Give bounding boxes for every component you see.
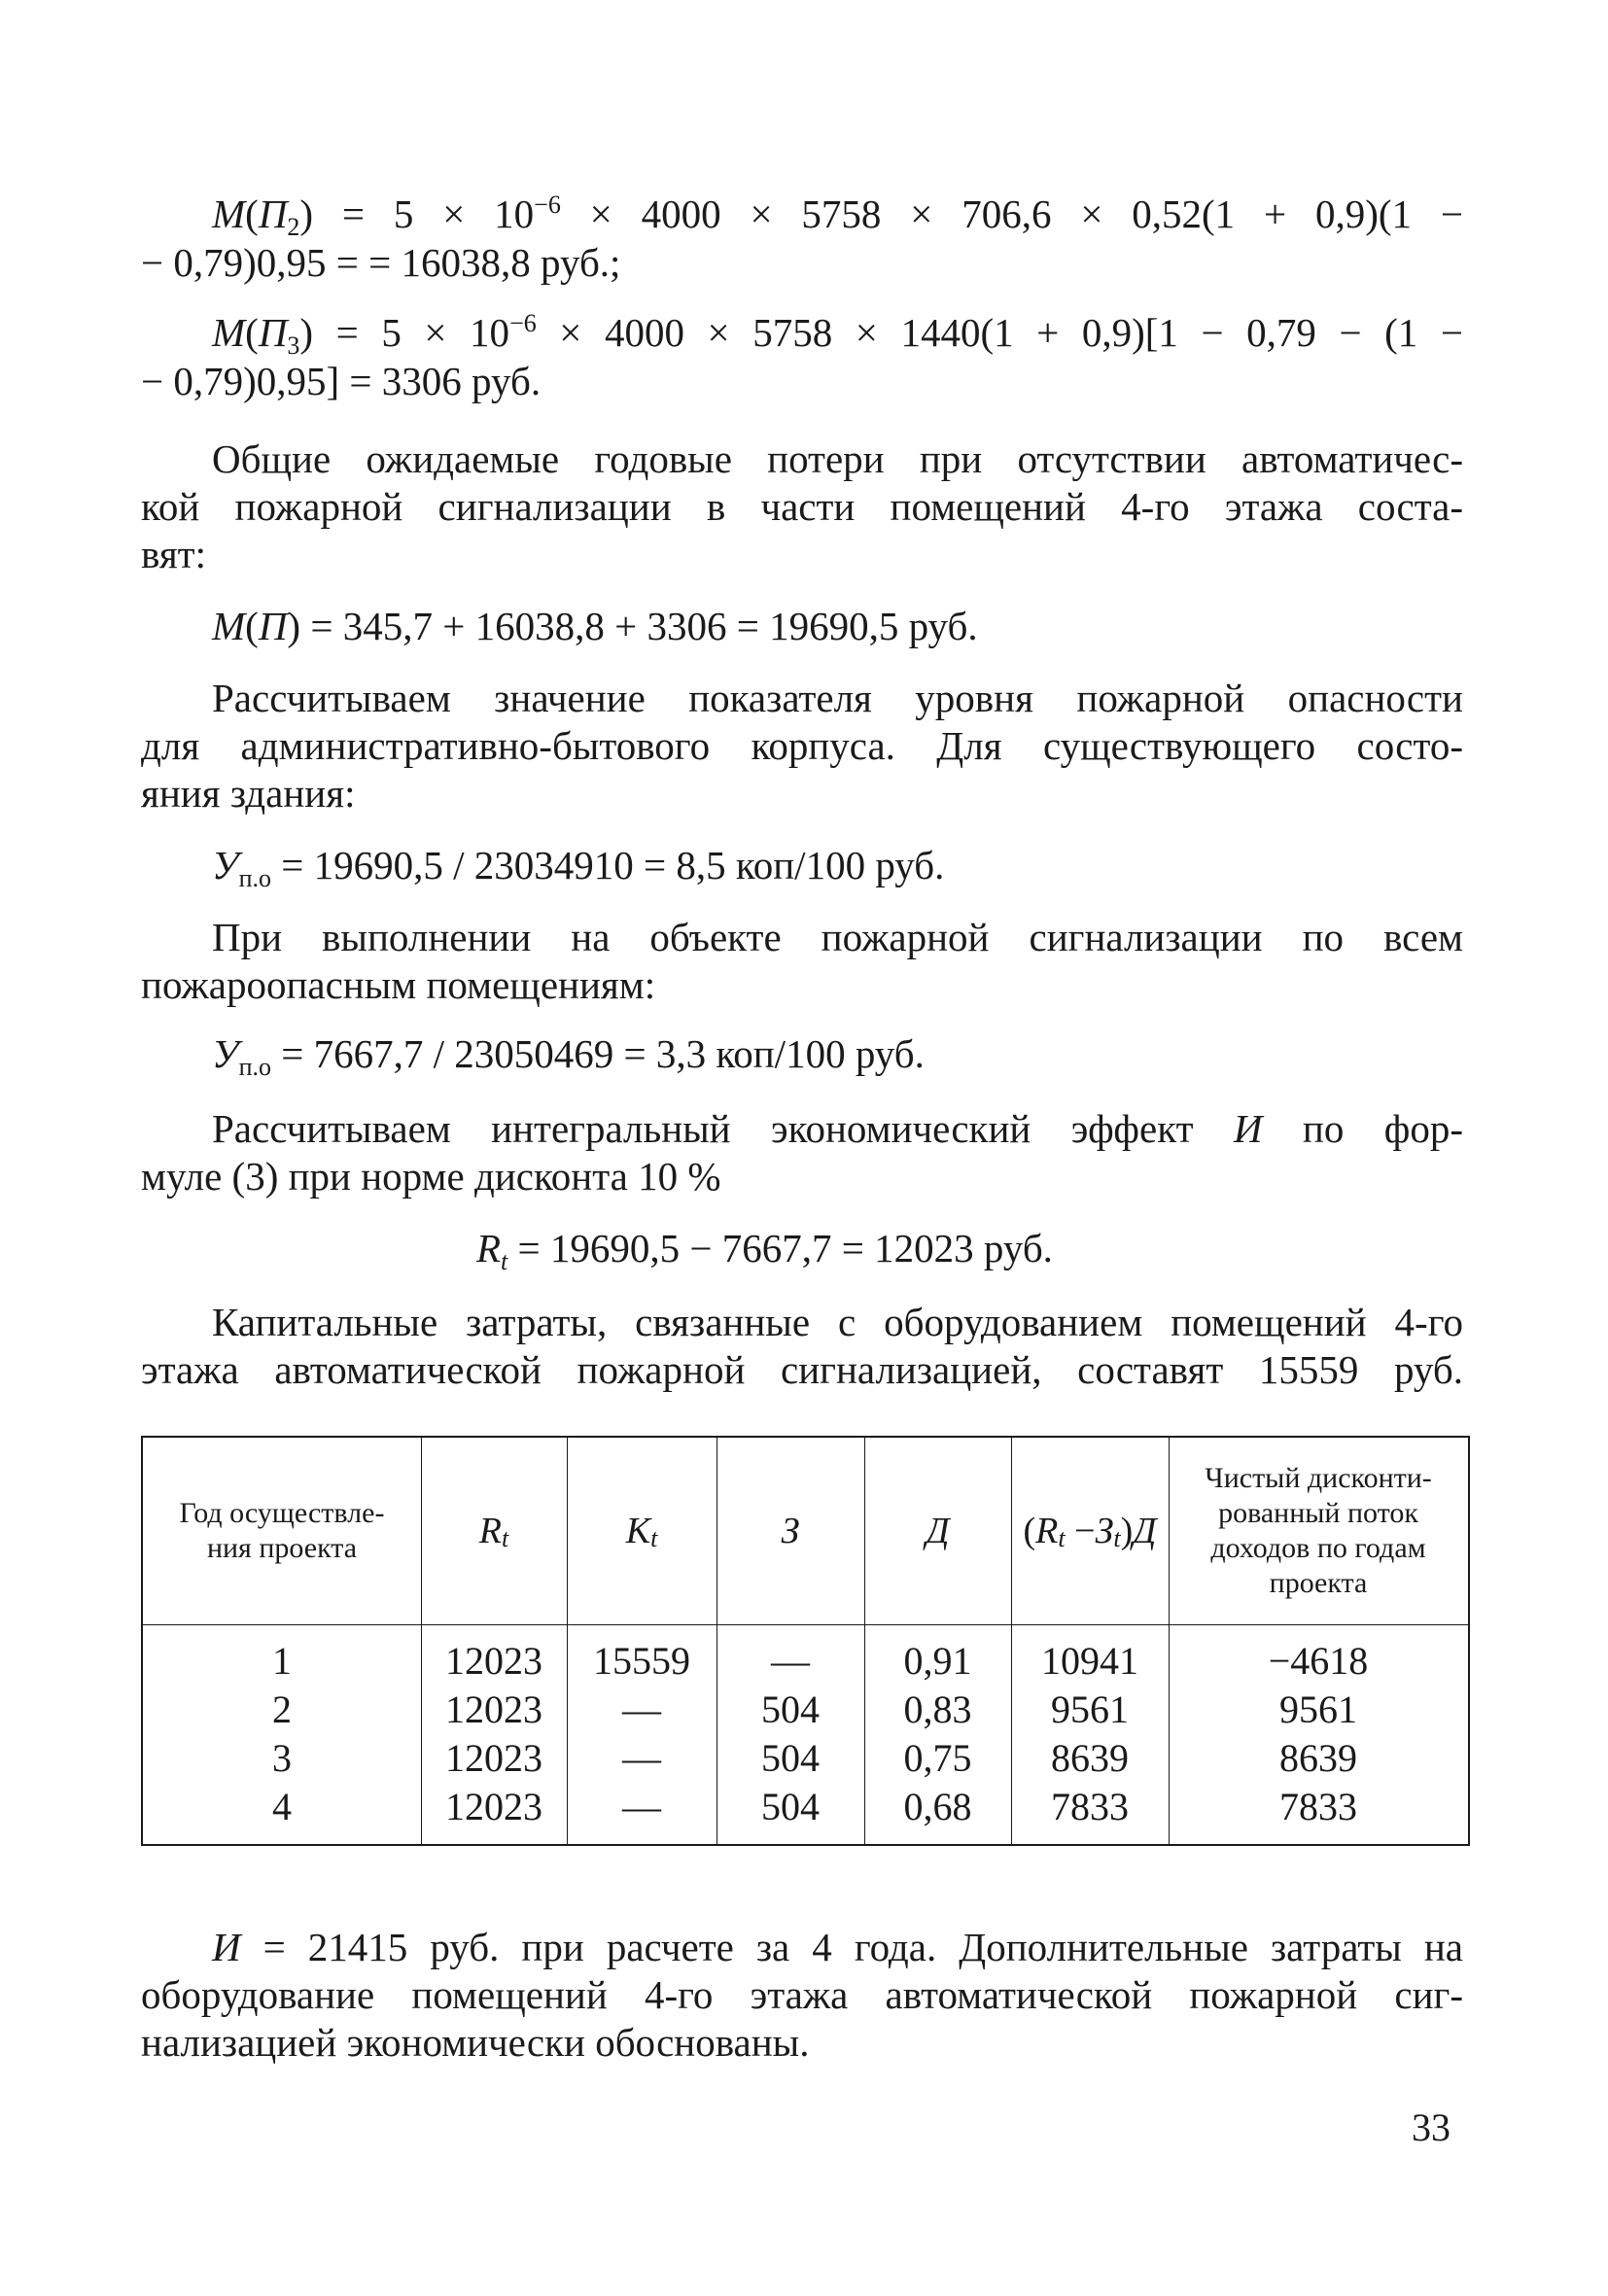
header-r-minus-z-d: ( R $_t$ − З $_t$ ) Д [1023,1511,1157,1552]
paragraph-1-line-2: кой пожарной сигнализации в части помещений 4-го этажа соста- [141,484,1463,529]
equation-m-p3-line1: $М(П_3) = 5 \times 10^{-6} \times 4000 \times 5758 \times 1440(1 + 0,9)[1 - 0,79 - (1$ − [212,309,1463,360]
table-cell: 2 [272,1687,292,1731]
variable-i-result: И [212,1925,241,1969]
table-cell: 1 [272,1639,292,1683]
table-cell: 12023 [445,1785,542,1828]
header-project-year-line1: Год осуществле- [179,1497,385,1529]
equation-y-po-with-alarm-rhs: = 7667,7 / 23050469 = 3,3 коп/100 руб. [281,1031,925,1076]
equation-r-t-rhs: = 19690,5 − 7667,7 = 12023 руб. [517,1226,1053,1270]
paragraph-2-line-1: Рассчитываем значение показателя уровня пожарной опасности [212,676,1463,720]
table-cell: 7833 [1279,1785,1357,1828]
column-year [143,1637,421,1831]
table-cell: 0,68 [903,1785,972,1828]
table-cell: 504 [761,1785,820,1828]
column-k-t [567,1637,717,1831]
paragraph-4-text-post: по фор- [1262,1106,1463,1151]
header-d: Д [926,1511,950,1551]
table-cell: 9561 [1051,1687,1129,1731]
equation-m-p-total: М(П) = 345,7 + 16038,8 + 3306 = 19690,5 руб. [212,604,978,648]
table-cell: 10941 [1041,1639,1138,1683]
paragraph-1-line-1: Общие ожидаемые годовые потери при отсутствии автоматичес- [212,436,1463,481]
table-cell: — [771,1639,810,1683]
header-r-t: R $_t$ [478,1511,509,1552]
variable-i: И [1233,1106,1263,1151]
header-ndf-line3: доходов по годам [1210,1532,1426,1564]
paragraph-3-line-2: пожароопасным помещениям: [141,962,656,1007]
header-z: З [781,1511,800,1551]
column-z [717,1637,864,1831]
table-cell: 8639 [1279,1736,1357,1780]
table-cell: −4618 [1268,1639,1369,1683]
table-cell: 9561 [1279,1687,1357,1731]
equation-m-p2-line1: $М(П_2) = 5 \times 10^{-6} \times 4000 \times 5758 \times 706,6 \times 0,52(1 + 0,9)(1$ − [212,191,1463,241]
table-cell: 0,75 [903,1736,972,1780]
equation-m-p-total-rhs: = 345,7 + 16038,8 + 3306 = 19690,5 руб. [310,604,978,648]
page-number: 33 [1412,2105,1451,2149]
table-cell: 7833 [1051,1785,1129,1828]
final-paragraph-line-2: оборудование помещений 4-го этажа автоматической пожарной сиг- [141,1972,1463,2017]
header-ndf-line2: рованный поток [1218,1497,1418,1529]
final-paragraph-line-1 [212,1924,1463,1970]
paragraph-4-line-2: муле (3) при норме дисконта 10 % [141,1154,721,1199]
table-cell: 0,83 [903,1687,972,1731]
header-project-year [143,1438,421,1624]
equation-m-p3-line2: − 0,79)0,95] = 3306 руб. [141,359,542,403]
paragraph-5-line-1: Капитальные затраты, связанные с оборудованием помещений 4-го [212,1300,1463,1344]
table-cell: 8639 [1051,1736,1129,1780]
final-paragraph-line-1-text: = 21415 руб. при расчете за 4 года. Дополнительные затраты на [262,1925,1464,1969]
paragraph-4-text-pre: Рассчитываем интегральный экономический эффект [212,1106,1234,1151]
header-net-discounted-flow [1169,1438,1468,1624]
table-cell: 4 [272,1785,292,1828]
equation-y-po-existing-rhs: = 19690,5 / 23034910 = 8,5 коп/100 руб. [281,843,945,887]
header-ndf-line4: проекта [1269,1567,1368,1599]
table-cell: 504 [761,1736,820,1780]
paragraph-4-line-1 [212,1105,1463,1152]
table-cell: 12023 [445,1736,542,1780]
paragraph-5-line-2: этажа автоматической пожарной сигнализацией, составят 15559 руб. [141,1347,1463,1392]
table-cell: 0,91 [903,1639,972,1683]
paragraph-3-line-1: При выполнении на объекте пожарной сигнализации по всем [212,915,1463,959]
final-paragraph-line-3: нализацией экономически обоснованы. [141,2020,810,2065]
paragraph-1-line-3: вят: [141,532,206,576]
table-cell: 3 [272,1736,292,1780]
header-ndf-line1: Чистый дисконти- [1205,1462,1432,1494]
equation-y-po-with-alarm: $У_{п.о} = 7667,7 / 23050469 = 3,3$ коп/100 руб. [212,1031,925,1081]
table-cell: 15559 [593,1639,690,1683]
table-cell: — [622,1736,661,1780]
table-cell: 504 [761,1687,820,1731]
cash-flow-table [141,1436,1470,1846]
header-k-t: K $_t$ [625,1511,658,1552]
equation-y-po-existing: $У_{п.о} = 19690,5 / 23034910 = 8,5$ коп/100 руб. [212,843,945,892]
column-r-t [421,1637,567,1831]
column-d [864,1637,1011,1831]
paragraph-2-line-3: яния здания: [141,771,356,816]
column-net-discounted-flow [1169,1637,1468,1831]
table-cell: — [622,1785,661,1828]
table-cell: — [622,1687,661,1731]
equation-m-p2-line2: − 0,79)0,95 = = 16038,8 руб.; [141,240,621,285]
table-cell: 12023 [445,1639,542,1683]
column-r-minus-z-d [1011,1637,1169,1831]
equation-r-t: $R_t = 19690,5 - 7667,7 = 12023$ руб. [476,1226,1053,1275]
table-cell: 12023 [445,1687,542,1731]
paragraph-2-line-2: для административно-бытового корпуса. Для существующего состо- [141,723,1463,768]
header-project-year-line2: ния проекта [206,1532,358,1564]
